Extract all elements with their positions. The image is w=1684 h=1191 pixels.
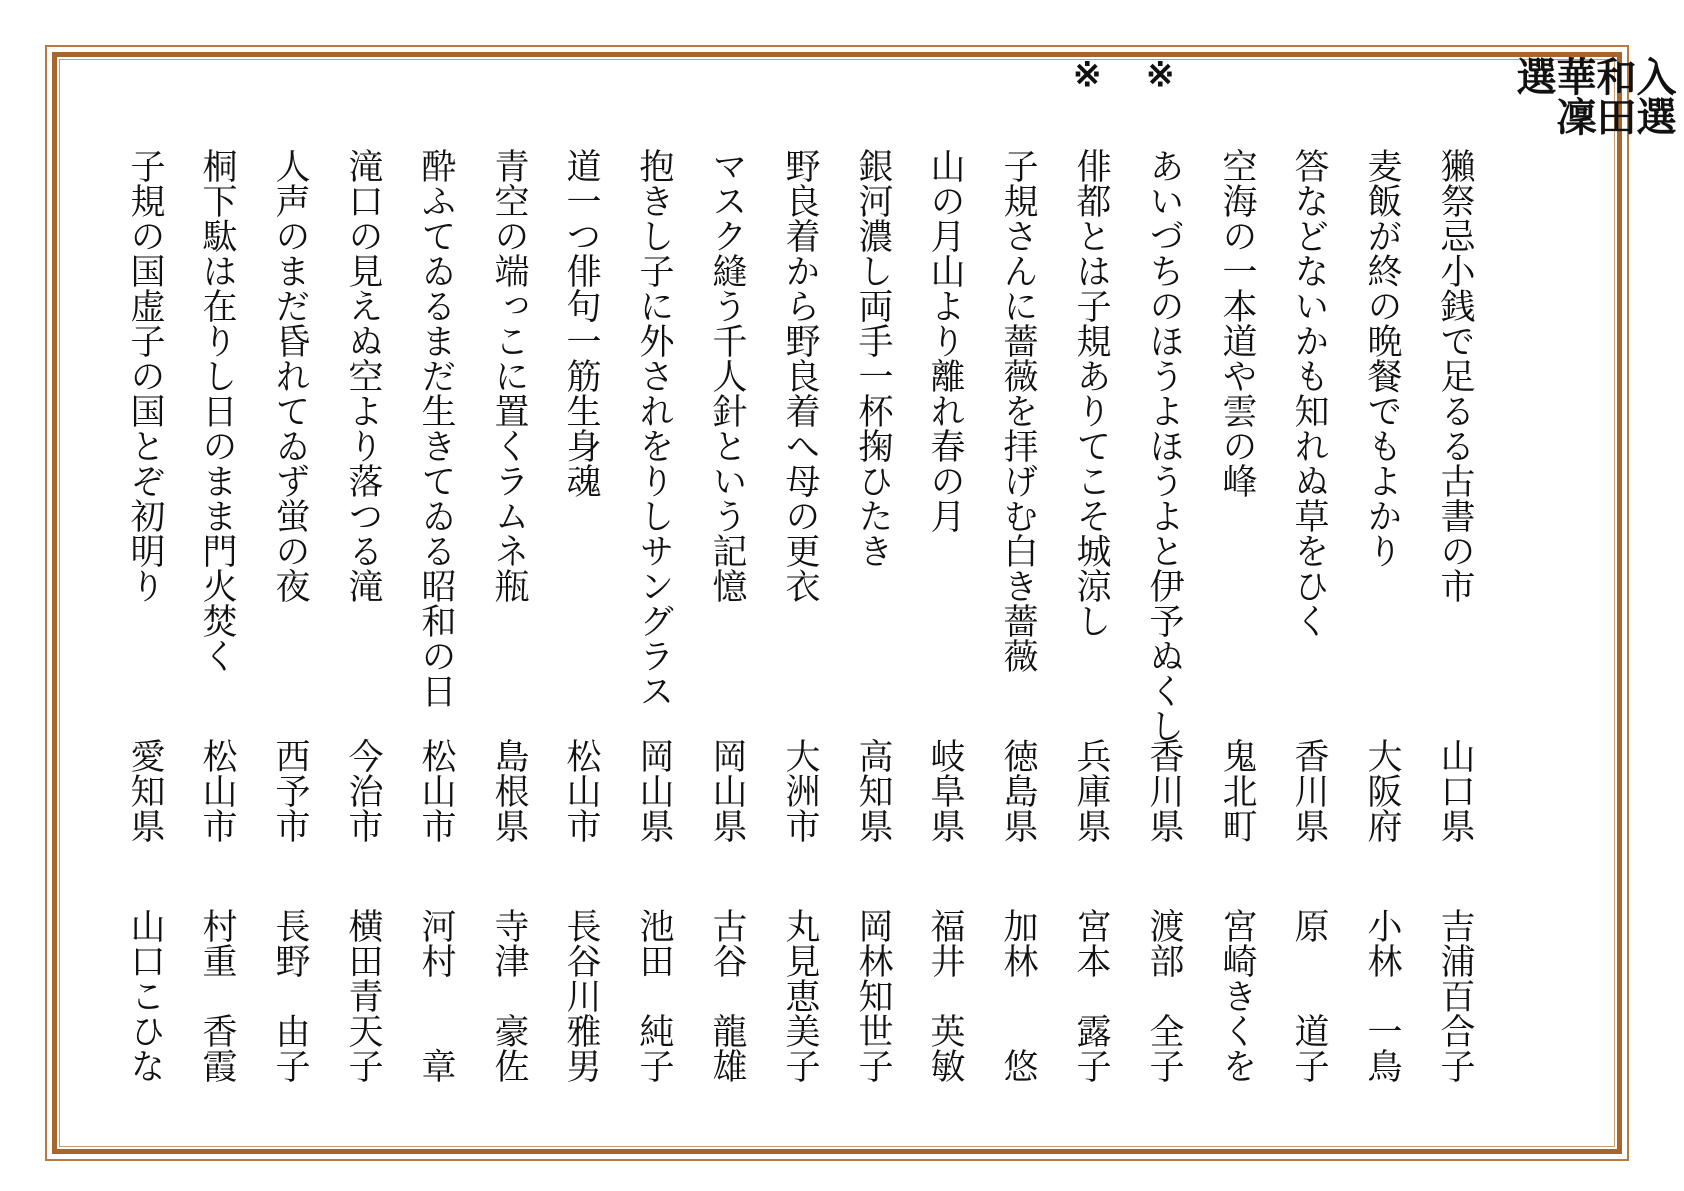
haiku-text: マスク縫う千人針という記憶 [707,148,747,603]
haiku-text: 子規の国虚子の国とぞ初明り [125,148,165,603]
entry-place: 愛知県 [125,738,165,843]
entry-mark: ※ [1146,55,1175,95]
entry-place: 西予市 [270,738,310,843]
haiku-text: 俳都とは子規ありてこそ城涼し [1071,148,1111,638]
heading-judge-given: 華凜 [1550,56,1596,136]
entry-mark: ※ [1073,55,1102,95]
entry-author: 長野 由子 [270,908,310,1083]
entry-author: 吉浦百合子 [1435,908,1475,1083]
entry-place: 香川県 [1144,738,1184,843]
entry-place: 大阪府 [1362,738,1402,843]
entry-place: 松山市 [416,738,456,843]
entry-place: 松山市 [561,738,601,843]
entry-place: 島根県 [489,738,529,843]
entry-place: 高知県 [853,738,893,843]
haiku-text: 銀河濃し両手一杯掬ひたき [853,148,893,568]
entry-place: 鬼北町 [1217,738,1257,843]
entry-place: 岡山県 [707,738,747,843]
entry-place: 大洲市 [780,738,820,843]
entry-author: 宮崎きくを [1217,908,1257,1083]
entry-author: 小林 一鳥 [1362,908,1402,1083]
haiku-text: 抱きし子に外されをりしサングラス [634,148,674,708]
entry-author: 河村 章 [416,908,456,1083]
haiku-text: 道一つ俳句一筋生身魂 [561,148,601,498]
entry-author: 加林 悠 [998,908,1038,1083]
entry-place: 松山市 [197,738,237,843]
heading-title: 入選 [1630,56,1676,136]
entry-author: 岡林知世子 [853,908,893,1083]
entry-author: 丸見恵美子 [780,908,820,1083]
haiku-text: 酔ふてゐるまだ生きてゐる昭和の日 [416,148,456,708]
haiku-text: 答などないかも知れぬ草をひく [1289,148,1329,638]
entry-place: 香川県 [1289,738,1329,843]
entry-author: 長谷川雅男 [561,908,601,1083]
entry-author: 山口こひな [125,908,165,1083]
heading-judge-surname: 和田 [1590,56,1636,136]
entry-author: 宮本 露子 [1071,908,1111,1083]
entry-author: 古谷 龍雄 [707,908,747,1083]
haiku-text: あいづちのほうよほうよと伊予ぬくし [1144,148,1184,743]
haiku-text: 空海の一本道や雲の峰 [1217,148,1257,498]
entry-author: 寺津 豪佐 [489,908,529,1083]
entry-place: 徳島県 [998,738,1038,843]
entry-place: 山口県 [1435,738,1475,843]
haiku-text: 桐下駄は在りし日のまま門火焚く [197,148,237,673]
haiku-text: 山の月山より離れ春の月 [925,148,965,533]
haiku-text: 人声のまだ昏れてゐず蛍の夜 [270,148,310,603]
entry-place: 岡山県 [634,738,674,843]
heading-suffix: 選 [1510,56,1556,96]
entry-author: 横田青天子 [343,908,383,1083]
haiku-text: 野良着から野良着へ母の更衣 [780,148,820,603]
entry-place: 兵庫県 [1071,738,1111,843]
haiku-text: 青空の端っこに置くラムネ瓶 [489,148,529,603]
page-heading [1510,56,1676,136]
entry-author: 福井 英敏 [925,908,965,1083]
entry-author: 渡部 全子 [1144,908,1184,1083]
entry-place: 今治市 [343,738,383,843]
haiku-text: 滝口の見えぬ空より落つる滝 [343,148,383,603]
entry-author: 村重 香霞 [197,908,237,1083]
haiku-text: 子規さんに薔薇を拝げむ白き薔薇 [998,148,1038,673]
haiku-text: 獺祭忌小銭で足るる古書の市 [1435,148,1475,603]
entry-place: 岐阜県 [925,738,965,843]
haiku-text: 麦飯が終の晩餐でもよかり [1362,148,1402,568]
entry-author: 原 道子 [1289,908,1329,1083]
entry-author: 池田 純子 [634,908,674,1083]
